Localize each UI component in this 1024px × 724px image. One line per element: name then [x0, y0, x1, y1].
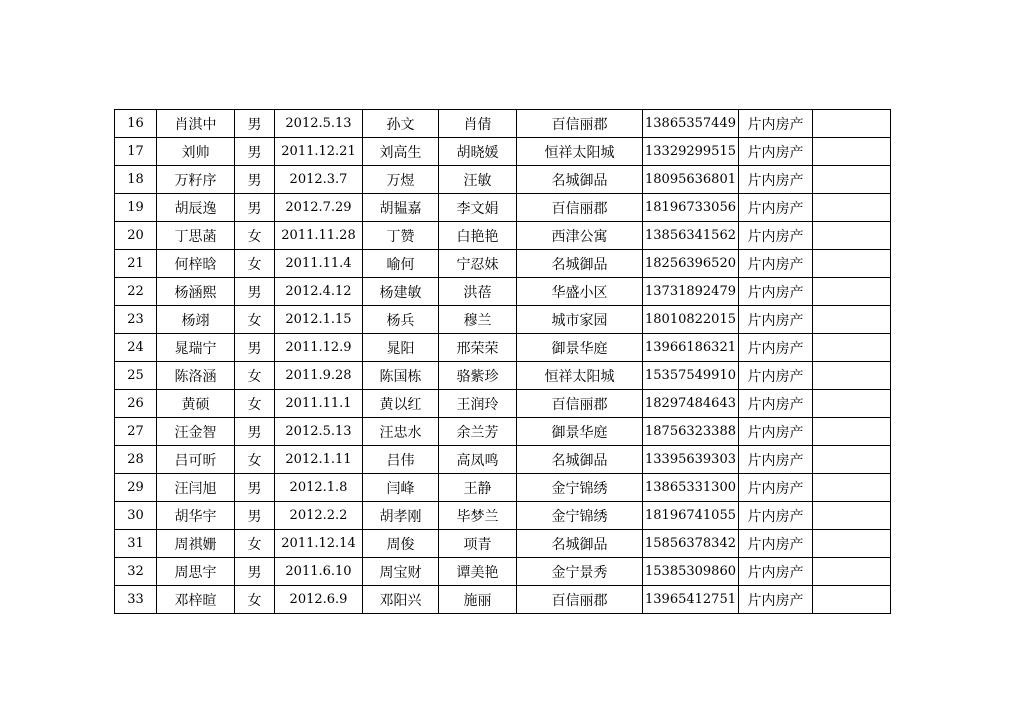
cell-phone: 18756323388: [643, 418, 739, 446]
cell-phone: 18256396520: [643, 250, 739, 278]
cell-note: [813, 138, 891, 166]
cell-note: [813, 334, 891, 362]
cell-community: 金宁景秀: [517, 558, 643, 586]
cell-child-name: 周思宇: [157, 558, 235, 586]
cell-birth-date: 2011.9.28: [275, 362, 363, 390]
cell-community: 名城御品: [517, 250, 643, 278]
cell-note: [813, 166, 891, 194]
cell-number: 26: [115, 390, 157, 418]
cell-gender: 男: [235, 138, 275, 166]
cell-gender: 男: [235, 334, 275, 362]
cell-community: 金宁锦绣: [517, 474, 643, 502]
cell-number: 18: [115, 166, 157, 194]
cell-birth-date: 2011.11.1: [275, 390, 363, 418]
cell-father-name: 邓阳兴: [363, 586, 439, 614]
cell-note: [813, 446, 891, 474]
roster-body: [115, 110, 891, 614]
cell-community: 名城御品: [517, 166, 643, 194]
cell-father-name: 黄以红: [363, 390, 439, 418]
cell-number: 32: [115, 558, 157, 586]
cell-gender: 女: [235, 222, 275, 250]
cell-child-name: 吕可昕: [157, 446, 235, 474]
cell-number: 27: [115, 418, 157, 446]
cell-phone: 15856378342: [643, 530, 739, 558]
cell-mother-name: 邢荣荣: [439, 334, 517, 362]
cell-gender: 女: [235, 250, 275, 278]
cell-number: 16: [115, 110, 157, 138]
table-row: [115, 306, 891, 334]
cell-child-name: 刘帅: [157, 138, 235, 166]
cell-community: 恒祥太阳城: [517, 362, 643, 390]
table-row: [115, 138, 891, 166]
cell-birth-date: 2012.5.13: [275, 110, 363, 138]
table-row: [115, 194, 891, 222]
cell-note: [813, 558, 891, 586]
cell-mother-name: 汪敏: [439, 166, 517, 194]
cell-child-name: 丁思菡: [157, 222, 235, 250]
cell-category: 片内房产: [739, 586, 813, 614]
cell-gender: 男: [235, 110, 275, 138]
cell-birth-date: 2012.1.8: [275, 474, 363, 502]
cell-father-name: 周俊: [363, 530, 439, 558]
cell-category: 片内房产: [739, 222, 813, 250]
cell-category: 片内房产: [739, 530, 813, 558]
table-row: [115, 530, 891, 558]
cell-community: 百信丽郡: [517, 586, 643, 614]
cell-mother-name: 毕梦兰: [439, 502, 517, 530]
cell-gender: 女: [235, 390, 275, 418]
cell-category: 片内房产: [739, 166, 813, 194]
cell-gender: 女: [235, 306, 275, 334]
table-row: [115, 222, 891, 250]
cell-mother-name: 项青: [439, 530, 517, 558]
cell-phone: 13865331300: [643, 474, 739, 502]
cell-birth-date: 2011.12.9: [275, 334, 363, 362]
cell-child-name: 何梓晗: [157, 250, 235, 278]
cell-community: 百信丽郡: [517, 390, 643, 418]
cell-birth-date: 2011.6.10: [275, 558, 363, 586]
cell-child-name: 黄硕: [157, 390, 235, 418]
cell-phone: 13731892479: [643, 278, 739, 306]
cell-child-name: 汪闫旭: [157, 474, 235, 502]
cell-phone: 15357549910: [643, 362, 739, 390]
cell-phone: 18010822015: [643, 306, 739, 334]
cell-number: 31: [115, 530, 157, 558]
cell-birth-date: 2011.12.14: [275, 530, 363, 558]
cell-note: [813, 194, 891, 222]
cell-note: [813, 110, 891, 138]
cell-birth-date: 2012.5.13: [275, 418, 363, 446]
cell-father-name: 汪忠水: [363, 418, 439, 446]
cell-community: 金宁锦绣: [517, 502, 643, 530]
table-row: [115, 334, 891, 362]
cell-phone: 15385309860: [643, 558, 739, 586]
cell-phone: 13395639303: [643, 446, 739, 474]
table-row: [115, 418, 891, 446]
cell-child-name: 邓梓暄: [157, 586, 235, 614]
table-row: [115, 558, 891, 586]
cell-number: 23: [115, 306, 157, 334]
cell-category: 片内房产: [739, 474, 813, 502]
cell-birth-date: 2012.6.9: [275, 586, 363, 614]
cell-number: 30: [115, 502, 157, 530]
cell-mother-name: 白艳艳: [439, 222, 517, 250]
table-row: [115, 362, 891, 390]
cell-child-name: 杨涵熙: [157, 278, 235, 306]
cell-category: 片内房产: [739, 418, 813, 446]
cell-child-name: 胡华宇: [157, 502, 235, 530]
cell-category: 片内房产: [739, 334, 813, 362]
cell-child-name: 晁瑞宁: [157, 334, 235, 362]
cell-father-name: 胡韫嘉: [363, 194, 439, 222]
cell-phone: 13965412751: [643, 586, 739, 614]
cell-community: 名城御品: [517, 530, 643, 558]
cell-note: [813, 586, 891, 614]
cell-gender: 女: [235, 446, 275, 474]
cell-note: [813, 390, 891, 418]
cell-category: 片内房产: [739, 502, 813, 530]
cell-community: 百信丽郡: [517, 110, 643, 138]
cell-child-name: 胡辰逸: [157, 194, 235, 222]
cell-child-name: 杨翊: [157, 306, 235, 334]
cell-category: 片内房产: [739, 306, 813, 334]
cell-number: 17: [115, 138, 157, 166]
cell-father-name: 丁赞: [363, 222, 439, 250]
cell-gender: 男: [235, 194, 275, 222]
cell-community: 名城御品: [517, 446, 643, 474]
cell-category: 片内房产: [739, 558, 813, 586]
cell-community: 百信丽郡: [517, 194, 643, 222]
cell-category: 片内房产: [739, 194, 813, 222]
cell-gender: 女: [235, 530, 275, 558]
cell-category: 片内房产: [739, 362, 813, 390]
cell-father-name: 陈国栋: [363, 362, 439, 390]
cell-note: [813, 362, 891, 390]
cell-father-name: 喻何: [363, 250, 439, 278]
cell-note: [813, 418, 891, 446]
cell-birth-date: 2012.3.7: [275, 166, 363, 194]
cell-father-name: 孙文: [363, 110, 439, 138]
cell-birth-date: 2012.7.29: [275, 194, 363, 222]
cell-phone: 13329299515: [643, 138, 739, 166]
cell-note: [813, 306, 891, 334]
cell-gender: 男: [235, 558, 275, 586]
cell-mother-name: 王静: [439, 474, 517, 502]
cell-mother-name: 李文娟: [439, 194, 517, 222]
cell-child-name: 陈洛涵: [157, 362, 235, 390]
cell-category: 片内房产: [739, 278, 813, 306]
cell-community: 城市家园: [517, 306, 643, 334]
cell-birth-date: 2012.1.15: [275, 306, 363, 334]
table-row: [115, 166, 891, 194]
cell-child-name: 汪金智: [157, 418, 235, 446]
table-row: [115, 390, 891, 418]
cell-mother-name: 骆紫珍: [439, 362, 517, 390]
cell-father-name: 周宝财: [363, 558, 439, 586]
cell-gender: 男: [235, 418, 275, 446]
cell-gender: 男: [235, 278, 275, 306]
cell-mother-name: 洪蓓: [439, 278, 517, 306]
cell-community: 御景华庭: [517, 334, 643, 362]
cell-category: 片内房产: [739, 390, 813, 418]
cell-gender: 男: [235, 502, 275, 530]
table-row: [115, 250, 891, 278]
cell-child-name: 肖淇中: [157, 110, 235, 138]
cell-birth-date: 2011.11.4: [275, 250, 363, 278]
table-row: [115, 474, 891, 502]
cell-note: [813, 530, 891, 558]
cell-father-name: 晁阳: [363, 334, 439, 362]
cell-phone: 18297484643: [643, 390, 739, 418]
cell-birth-date: 2012.1.11: [275, 446, 363, 474]
cell-number: 29: [115, 474, 157, 502]
cell-note: [813, 222, 891, 250]
table-row: [115, 110, 891, 138]
cell-birth-date: 2011.12.21: [275, 138, 363, 166]
cell-phone: 18196733056: [643, 194, 739, 222]
cell-phone: 13966186321: [643, 334, 739, 362]
cell-gender: 女: [235, 586, 275, 614]
cell-father-name: 杨建敏: [363, 278, 439, 306]
cell-number: 22: [115, 278, 157, 306]
cell-note: [813, 474, 891, 502]
cell-mother-name: 宁忍妹: [439, 250, 517, 278]
table-row: [115, 446, 891, 474]
cell-category: 片内房产: [739, 110, 813, 138]
cell-category: 片内房产: [739, 250, 813, 278]
cell-category: 片内房产: [739, 138, 813, 166]
cell-number: 33: [115, 586, 157, 614]
cell-community: 御景华庭: [517, 418, 643, 446]
cell-number: 25: [115, 362, 157, 390]
cell-category: 片内房产: [739, 446, 813, 474]
cell-community: 华盛小区: [517, 278, 643, 306]
cell-number: 20: [115, 222, 157, 250]
cell-note: [813, 502, 891, 530]
cell-child-name: 万籽序: [157, 166, 235, 194]
cell-phone: 13856341562: [643, 222, 739, 250]
cell-mother-name: 施丽: [439, 586, 517, 614]
cell-phone: 13865357449: [643, 110, 739, 138]
cell-mother-name: 谭美艳: [439, 558, 517, 586]
cell-gender: 女: [235, 362, 275, 390]
cell-child-name: 周祺姗: [157, 530, 235, 558]
student-roster-table: [114, 109, 891, 614]
table-row: [115, 586, 891, 614]
table-row: [115, 278, 891, 306]
cell-mother-name: 余兰芳: [439, 418, 517, 446]
cell-father-name: 吕伟: [363, 446, 439, 474]
cell-father-name: 闫峰: [363, 474, 439, 502]
cell-birth-date: 2011.11.28: [275, 222, 363, 250]
cell-number: 19: [115, 194, 157, 222]
cell-mother-name: 胡晓媛: [439, 138, 517, 166]
table-row: [115, 502, 891, 530]
cell-father-name: 胡孝刚: [363, 502, 439, 530]
cell-note: [813, 250, 891, 278]
cell-community: 恒祥太阳城: [517, 138, 643, 166]
cell-mother-name: 王润玲: [439, 390, 517, 418]
cell-father-name: 万煜: [363, 166, 439, 194]
cell-phone: 18095636801: [643, 166, 739, 194]
cell-mother-name: 高凤鸣: [439, 446, 517, 474]
cell-father-name: 杨兵: [363, 306, 439, 334]
cell-mother-name: 穆兰: [439, 306, 517, 334]
cell-birth-date: 2012.4.12: [275, 278, 363, 306]
cell-note: [813, 278, 891, 306]
cell-gender: 男: [235, 474, 275, 502]
cell-number: 28: [115, 446, 157, 474]
cell-number: 24: [115, 334, 157, 362]
cell-number: 21: [115, 250, 157, 278]
cell-father-name: 刘高生: [363, 138, 439, 166]
cell-birth-date: 2012.2.2: [275, 502, 363, 530]
cell-phone: 18196741055: [643, 502, 739, 530]
cell-mother-name: 肖倩: [439, 110, 517, 138]
cell-community: 西津公寓: [517, 222, 643, 250]
cell-gender: 男: [235, 166, 275, 194]
